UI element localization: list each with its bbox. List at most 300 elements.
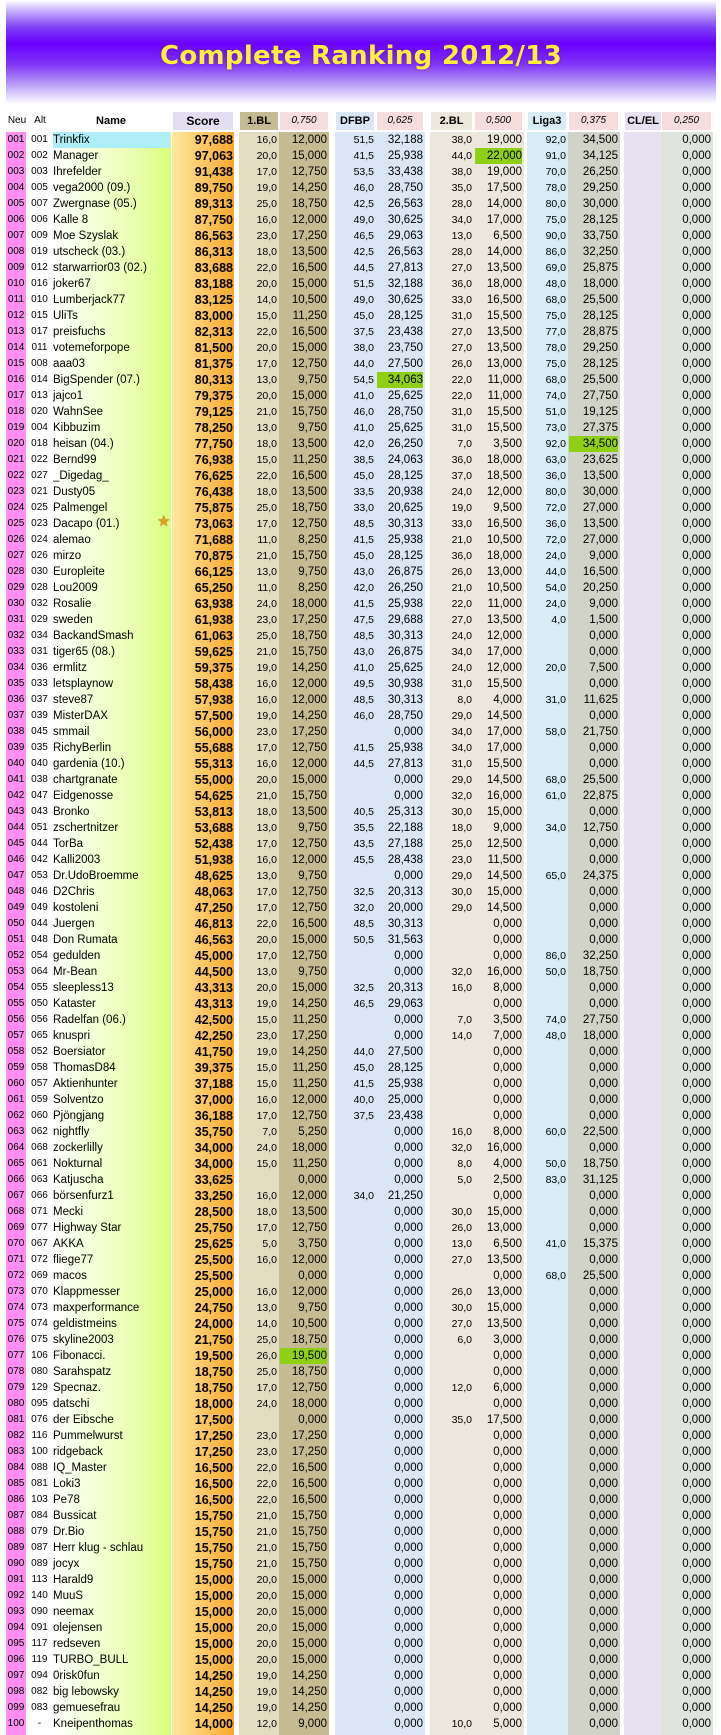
bl1-value-cell: 13,500 bbox=[291, 438, 327, 450]
liga3-points-cell: 73,0 bbox=[545, 422, 566, 434]
bl2-points-cell: 8,0 bbox=[457, 1158, 472, 1170]
bl2-value-cell: 15,500 bbox=[486, 678, 522, 690]
alt-cell: 044 bbox=[31, 838, 48, 849]
dfbp-value-cell: 0,000 bbox=[394, 1398, 423, 1410]
bl1-points-cell: 15,0 bbox=[256, 1078, 277, 1090]
liga3-value-cell: 25,500 bbox=[582, 774, 618, 786]
dfbp-value-cell: 0,000 bbox=[394, 1174, 423, 1186]
bl1-points-cell: 15,0 bbox=[256, 454, 277, 466]
clel-value-cell: 0,000 bbox=[682, 1334, 711, 1346]
bl1-points-cell: 16,0 bbox=[256, 134, 277, 146]
bl2-value-cell: 19,000 bbox=[486, 134, 522, 146]
bl1-points-cell: 7,0 bbox=[262, 1126, 277, 1138]
ranking-table bbox=[0, 132, 721, 1732]
alt-cell: 082 bbox=[31, 1686, 48, 1697]
score-cell: 83,000 bbox=[194, 309, 233, 323]
neu-cell: 070 bbox=[7, 1238, 25, 1249]
liga3-points-cell: 80,0 bbox=[545, 198, 566, 210]
dfbp-value-cell: 25,938 bbox=[387, 1078, 423, 1090]
liga3-points-cell bbox=[528, 1188, 566, 1204]
liga3-points-cell: 69,0 bbox=[545, 262, 566, 274]
neu-cell: 034 bbox=[7, 662, 25, 673]
neu-cell: 040 bbox=[7, 758, 25, 769]
score-cell: 25,000 bbox=[194, 1285, 233, 1299]
dfbp-points-cell bbox=[336, 1300, 374, 1316]
dfbp-value-cell: 0,000 bbox=[394, 790, 423, 802]
name-cell: neemax bbox=[53, 1606, 94, 1618]
bl1-value-cell: 9,750 bbox=[298, 822, 327, 834]
name-cell: joker67 bbox=[53, 278, 91, 290]
table-row bbox=[0, 1588, 721, 1604]
dfbp-points-cell: 35,5 bbox=[353, 822, 374, 834]
dfbp-points-cell: 43,0 bbox=[353, 646, 374, 658]
score-cell: 15,000 bbox=[194, 1653, 233, 1667]
bl2-value-cell: 14,500 bbox=[486, 710, 522, 722]
liga3-value-cell: 0,000 bbox=[589, 1622, 618, 1634]
clel-value-cell: 0,000 bbox=[682, 1206, 711, 1218]
bl2-value-cell: 3,500 bbox=[493, 1014, 522, 1026]
name-cell: Radelfan (06.) bbox=[53, 1014, 126, 1026]
liga3-value-cell: 32,250 bbox=[582, 246, 618, 258]
dfbp-value-cell: 0,000 bbox=[394, 1014, 423, 1026]
dfbp-value-cell: 0,000 bbox=[394, 1638, 423, 1650]
liga3-points-cell bbox=[528, 1524, 566, 1540]
bl1-value-cell: 11,250 bbox=[292, 310, 327, 322]
liga3-value-cell: 0,000 bbox=[589, 806, 618, 818]
alt-cell: 014 bbox=[31, 374, 48, 385]
bl2-points-cell: 24,0 bbox=[451, 662, 472, 674]
score-cell: 15,000 bbox=[194, 1573, 233, 1587]
name-cell: RichyBerlin bbox=[53, 742, 112, 754]
bl1-value-cell: 12,000 bbox=[291, 1190, 327, 1202]
score-cell: 15,750 bbox=[194, 1541, 233, 1555]
liga3-points-cell: 92,0 bbox=[545, 438, 566, 450]
alt-cell: 023 bbox=[31, 518, 48, 529]
bl2-points-cell bbox=[431, 1700, 472, 1716]
alt-cell: 069 bbox=[31, 1270, 48, 1281]
clel-value-cell: 0,000 bbox=[682, 1654, 711, 1666]
dfbp-points-cell: 40,0 bbox=[353, 1094, 374, 1106]
liga3-points-cell bbox=[528, 1540, 566, 1556]
dfbp-value-cell: 27,813 bbox=[387, 758, 423, 770]
bl1-value-cell: 14,250 bbox=[291, 1046, 327, 1058]
bl1-value-cell: 18,000 bbox=[291, 1398, 327, 1410]
table-row bbox=[0, 1524, 721, 1540]
bl2-points-cell bbox=[431, 1188, 472, 1204]
table-row bbox=[0, 852, 721, 868]
alt-cell: 028 bbox=[31, 582, 48, 593]
bl2-points-cell: 29,0 bbox=[451, 870, 472, 882]
clel-value-cell: 0,000 bbox=[682, 742, 711, 754]
liga3-value-cell: 0,000 bbox=[589, 1686, 618, 1698]
bl1-points-cell: 23,0 bbox=[256, 614, 277, 626]
bl1-value-cell: 14,250 bbox=[291, 998, 327, 1010]
liga3-value-cell: 13,500 bbox=[582, 518, 618, 530]
liga3-value-cell: 25,500 bbox=[582, 294, 618, 306]
dfbp-points-cell: 37,5 bbox=[353, 326, 374, 338]
bl2-value-cell: 14,000 bbox=[486, 246, 522, 258]
dfbp-value-cell: 0,000 bbox=[394, 1654, 423, 1666]
name-cell: Ihrefelder bbox=[53, 166, 102, 178]
dfbp-points-cell bbox=[336, 1268, 374, 1284]
dfbp-points-cell: 42,5 bbox=[353, 198, 374, 210]
liga3-value-cell: 0,000 bbox=[589, 1670, 618, 1682]
liga3-value-cell: 27,375 bbox=[582, 422, 618, 434]
name-cell: votemeforpope bbox=[53, 342, 130, 354]
score-cell: 43,313 bbox=[194, 981, 233, 995]
table-row bbox=[0, 724, 721, 740]
neu-cell: 061 bbox=[7, 1094, 25, 1105]
bl2-value-cell: 13,500 bbox=[486, 614, 522, 626]
clel-value-cell: 0,000 bbox=[682, 694, 711, 706]
dfbp-points-cell: 45,0 bbox=[353, 550, 374, 562]
table-row bbox=[0, 356, 721, 372]
liga3-value-cell: 0,000 bbox=[589, 1062, 618, 1074]
name-cell: Pe78 bbox=[53, 1494, 80, 1506]
bl2-value-cell: 17,000 bbox=[486, 726, 522, 738]
alt-cell: 046 bbox=[31, 886, 48, 897]
liga3-value-cell: 28,125 bbox=[582, 358, 618, 370]
bl1-points-cell: 18,0 bbox=[256, 486, 277, 498]
liga3-value-cell: 9,000 bbox=[589, 550, 618, 562]
bl1-value-cell: 15,000 bbox=[291, 342, 327, 354]
alt-cell: 076 bbox=[31, 1414, 48, 1425]
bl2-value-cell: 18,500 bbox=[486, 470, 522, 482]
score-cell: 16,500 bbox=[194, 1493, 233, 1507]
liga3-points-cell bbox=[528, 740, 566, 756]
dfbp-value-cell: 0,000 bbox=[394, 1622, 423, 1634]
liga3-points-cell bbox=[528, 1412, 566, 1428]
clel-value-cell: 0,000 bbox=[682, 1462, 711, 1474]
table-row bbox=[0, 596, 721, 612]
neu-cell: 059 bbox=[7, 1062, 25, 1073]
dfbp-points-cell bbox=[336, 1476, 374, 1492]
alt-cell: 018 bbox=[31, 438, 48, 449]
neu-cell: 044 bbox=[7, 822, 25, 833]
neu-cell: 008 bbox=[7, 246, 25, 257]
alt-cell: 119 bbox=[31, 1654, 48, 1665]
bl2-value-cell: 0,000 bbox=[493, 1590, 522, 1602]
bl1-points-cell: 17,0 bbox=[256, 742, 277, 754]
bl1-points-cell: 20,0 bbox=[256, 1622, 277, 1634]
liga3-value-cell: 0,000 bbox=[589, 1542, 618, 1554]
table-row bbox=[0, 996, 721, 1012]
dfbp-value-cell: 28,125 bbox=[387, 1062, 423, 1074]
neu-cell: 052 bbox=[7, 950, 25, 961]
clel-value-cell: 0,000 bbox=[682, 1254, 711, 1266]
liga3-points-cell: 68,0 bbox=[545, 1270, 566, 1282]
liga3-points-cell bbox=[528, 996, 566, 1012]
name-cell: Mecki bbox=[53, 1206, 84, 1218]
score-cell: 34,000 bbox=[194, 1141, 233, 1155]
table-row bbox=[0, 1060, 721, 1076]
liga3-value-cell: 22,875 bbox=[582, 790, 618, 802]
neu-cell: 017 bbox=[7, 390, 25, 401]
bl2-value-cell: 13,500 bbox=[486, 1318, 522, 1330]
bl2-points-cell: 31,0 bbox=[451, 406, 472, 418]
liga3-value-cell: 0,000 bbox=[589, 710, 618, 722]
table-row bbox=[0, 1220, 721, 1236]
dfbp-points-cell: 47,5 bbox=[353, 614, 374, 626]
alt-cell: 012 bbox=[31, 262, 48, 273]
neu-cell: 026 bbox=[7, 534, 25, 545]
liga3-points-cell: 44,0 bbox=[545, 566, 566, 578]
dfbp-points-cell: 46,5 bbox=[353, 998, 374, 1010]
table-row bbox=[0, 276, 721, 292]
dfbp-points-cell: 41,5 bbox=[353, 534, 374, 546]
table-row bbox=[0, 1332, 721, 1348]
neu-cell: 064 bbox=[7, 1142, 25, 1153]
name-cell: Trinkfix bbox=[53, 132, 170, 148]
bl2-points-cell bbox=[431, 1604, 472, 1620]
dfbp-points-cell: 37,5 bbox=[353, 1110, 374, 1122]
liga3-value-cell: 0,000 bbox=[589, 1046, 618, 1058]
dfbp-value-cell: 0,000 bbox=[394, 774, 423, 786]
bl2-value-cell: 0,000 bbox=[493, 1270, 522, 1282]
name-cell: smmail bbox=[53, 726, 90, 738]
dfbp-points-cell bbox=[336, 1540, 374, 1556]
table-row bbox=[0, 164, 721, 180]
dfbp-value-cell: 28,125 bbox=[387, 550, 423, 562]
bl2-points-cell: 31,0 bbox=[451, 422, 472, 434]
clel-value-cell: 0,000 bbox=[682, 1526, 711, 1538]
bl2-points-cell: 31,0 bbox=[451, 310, 472, 322]
score-cell: 57,938 bbox=[194, 693, 233, 707]
bl1-value-cell: 13,500 bbox=[291, 246, 327, 258]
score-cell: 46,563 bbox=[194, 933, 233, 947]
bl2-value-cell: 15,500 bbox=[486, 422, 522, 434]
liga3-points-cell bbox=[528, 884, 566, 900]
header-name: Name bbox=[96, 115, 126, 127]
bl1-points-cell: 24,0 bbox=[256, 1142, 277, 1154]
score-cell: 16,500 bbox=[194, 1477, 233, 1491]
header-bl1: 1.BL bbox=[240, 112, 278, 130]
alt-cell: 045 bbox=[31, 726, 48, 737]
alt-cell: 080 bbox=[31, 1366, 48, 1377]
bl1-value-cell: 13,500 bbox=[291, 1206, 327, 1218]
table-row bbox=[0, 1444, 721, 1460]
dfbp-value-cell: 24,063 bbox=[387, 454, 423, 466]
bl2-points-cell bbox=[431, 996, 472, 1012]
name-cell: alemao bbox=[53, 534, 91, 546]
liga3-points-cell bbox=[528, 1060, 566, 1076]
bl2-value-cell: 0,000 bbox=[493, 934, 522, 946]
liga3-value-cell: 0,000 bbox=[589, 1286, 618, 1298]
bl2-points-cell: 31,0 bbox=[451, 758, 472, 770]
score-cell: 15,000 bbox=[194, 1589, 233, 1603]
neu-cell: 066 bbox=[7, 1174, 25, 1185]
table-row bbox=[0, 340, 721, 356]
alt-cell: 075 bbox=[31, 1334, 48, 1345]
dfbp-points-cell bbox=[336, 1140, 374, 1156]
alt-cell: 003 bbox=[31, 166, 48, 177]
bl1-points-cell: 16,0 bbox=[256, 854, 277, 866]
bl2-value-cell: 14,000 bbox=[486, 198, 522, 210]
bl2-points-cell: 27,0 bbox=[451, 342, 472, 354]
table-row bbox=[0, 532, 721, 548]
table-row bbox=[0, 836, 721, 852]
bl1-points-cell: 14,0 bbox=[256, 294, 277, 306]
neu-cell: 091 bbox=[7, 1574, 25, 1585]
table-row bbox=[0, 564, 721, 580]
liga3-value-cell: 0,000 bbox=[589, 1574, 618, 1586]
bl2-value-cell: 15,000 bbox=[486, 1302, 522, 1314]
bl1-value-cell: 9,750 bbox=[298, 870, 327, 882]
liga3-points-cell: 74,0 bbox=[545, 390, 566, 402]
alt-cell: 015 bbox=[31, 310, 48, 321]
liga3-points-cell: 54,0 bbox=[545, 582, 566, 594]
name-cell: knuspri bbox=[53, 1030, 91, 1042]
dfbp-points-cell bbox=[336, 1380, 374, 1396]
table-row bbox=[0, 676, 721, 692]
bl1-value-cell: 15,000 bbox=[291, 1606, 327, 1618]
dfbp-value-cell: 28,125 bbox=[387, 470, 423, 482]
bl1-value-cell: 18,000 bbox=[291, 1142, 327, 1154]
dfbp-value-cell: 30,313 bbox=[387, 518, 423, 530]
bl2-points-cell: 21,0 bbox=[451, 582, 472, 594]
bl2-value-cell: 16,500 bbox=[486, 518, 522, 530]
liga3-value-cell: 22,500 bbox=[582, 1126, 618, 1138]
dfbp-points-cell bbox=[336, 868, 374, 884]
bl1-points-cell: 17,0 bbox=[256, 902, 277, 914]
bl2-points-cell: 34,0 bbox=[451, 214, 472, 226]
bl2-points-cell: 36,0 bbox=[451, 550, 472, 562]
bl1-points-cell: 20,0 bbox=[256, 278, 277, 290]
bl2-value-cell: 3,000 bbox=[493, 1334, 522, 1346]
liga3-points-cell bbox=[528, 1460, 566, 1476]
table-row bbox=[0, 1108, 721, 1124]
bl2-points-cell: 23,0 bbox=[451, 854, 472, 866]
bl2-points-cell bbox=[431, 1588, 472, 1604]
liga3-value-cell: 25,500 bbox=[582, 1270, 618, 1282]
score-cell: 15,750 bbox=[194, 1509, 233, 1523]
score-cell: 59,375 bbox=[194, 661, 233, 675]
neu-cell: 011 bbox=[8, 294, 24, 305]
bl1-value-cell: 17,250 bbox=[291, 726, 327, 738]
bl2-points-cell: 13,0 bbox=[451, 230, 472, 242]
bl2-points-cell: 27,0 bbox=[451, 262, 472, 274]
bl1-value-cell: 0,000 bbox=[298, 1414, 327, 1426]
liga3-value-cell: 20,250 bbox=[582, 582, 618, 594]
neu-cell: 019 bbox=[7, 422, 25, 433]
bl2-value-cell: 0,000 bbox=[493, 1526, 522, 1538]
alt-cell: 033 bbox=[31, 678, 48, 689]
bl2-value-cell: 13,500 bbox=[486, 262, 522, 274]
bl1-points-cell: 21,0 bbox=[256, 1542, 277, 1554]
bl1-points-cell: 21,0 bbox=[256, 1510, 277, 1522]
bl2-value-cell: 0,000 bbox=[493, 1670, 522, 1682]
name-cell: Mr-Bean bbox=[53, 966, 98, 978]
bl2-value-cell: 16,500 bbox=[486, 294, 522, 306]
alt-cell: 083 bbox=[31, 1702, 48, 1713]
table-row bbox=[0, 948, 721, 964]
alt-cell: 030 bbox=[31, 566, 48, 577]
alt-cell: 081 bbox=[31, 1478, 48, 1489]
bl1-value-cell: 10,500 bbox=[291, 294, 327, 306]
dfbp-points-cell: 44,0 bbox=[353, 358, 374, 370]
table-row bbox=[0, 788, 721, 804]
bl1-points-cell: 17,0 bbox=[256, 1382, 277, 1394]
name-cell: Solventzo bbox=[53, 1094, 104, 1106]
dfbp-points-cell: 44,5 bbox=[353, 758, 374, 770]
dfbp-value-cell: 30,313 bbox=[387, 630, 423, 642]
dfbp-value-cell: 22,188 bbox=[387, 822, 423, 834]
dfbp-value-cell: 20,625 bbox=[387, 502, 423, 514]
name-cell: fliege77 bbox=[53, 1254, 94, 1266]
liga3-value-cell: 26,250 bbox=[582, 166, 618, 178]
dfbp-points-cell: 41,0 bbox=[353, 422, 374, 434]
bl1-points-cell: 13,0 bbox=[256, 374, 277, 386]
alt-cell: 055 bbox=[31, 982, 48, 993]
score-cell: 76,438 bbox=[194, 485, 233, 499]
liga3-value-cell: 0,000 bbox=[589, 1110, 618, 1122]
bl2-points-cell bbox=[431, 1556, 472, 1572]
dfbp-value-cell: 0,000 bbox=[394, 1030, 423, 1042]
liga3-points-cell bbox=[528, 1604, 566, 1620]
alt-cell: 065 bbox=[31, 1030, 48, 1041]
liga3-value-cell: 34,500 bbox=[582, 134, 618, 146]
liga3-points-cell bbox=[528, 756, 566, 772]
bl1-points-cell: 17,0 bbox=[256, 166, 277, 178]
bl1-value-cell: 15,750 bbox=[291, 1510, 327, 1522]
bl2-value-cell: 8,000 bbox=[493, 982, 522, 994]
liga3-value-cell: 18,000 bbox=[582, 278, 618, 290]
dfbp-points-cell bbox=[336, 1252, 374, 1268]
score-cell: 17,250 bbox=[194, 1445, 233, 1459]
bl1-points-cell: 25,0 bbox=[256, 630, 277, 642]
name-cell: der Eibsche bbox=[53, 1414, 114, 1426]
liga3-value-cell: 28,125 bbox=[582, 214, 618, 226]
bl2-points-cell bbox=[431, 1572, 472, 1588]
bl2-points-cell: 37,0 bbox=[451, 470, 472, 482]
clel-value-cell: 0,000 bbox=[682, 1398, 711, 1410]
table-row bbox=[0, 964, 721, 980]
score-cell: 33,250 bbox=[194, 1189, 233, 1203]
bl1-value-cell: 12,750 bbox=[291, 950, 327, 962]
neu-cell: 012 bbox=[7, 310, 25, 321]
bl1-points-cell: 20,0 bbox=[256, 1590, 277, 1602]
bl2-value-cell: 13,000 bbox=[486, 1286, 522, 1298]
dfbp-points-cell bbox=[336, 1316, 374, 1332]
name-cell: Moe Szyslak bbox=[53, 230, 119, 242]
dfbp-value-cell: 0,000 bbox=[394, 1446, 423, 1458]
bl1-value-cell: 18,750 bbox=[291, 1366, 327, 1378]
bl1-value-cell: 12,750 bbox=[291, 518, 327, 530]
dfbp-value-cell: 0,000 bbox=[394, 1702, 423, 1714]
bl1-points-cell: 26,0 bbox=[256, 1350, 277, 1362]
neu-cell: 045 bbox=[7, 838, 25, 849]
table-row bbox=[0, 1124, 721, 1140]
name-cell: D2Chris bbox=[53, 886, 95, 898]
bl1-points-cell: 15,0 bbox=[256, 1158, 277, 1170]
dfbp-points-cell bbox=[336, 772, 374, 788]
bl1-points-cell: 21,0 bbox=[256, 1558, 277, 1570]
clel-value-cell: 0,000 bbox=[682, 246, 711, 258]
dfbp-points-cell: 46,0 bbox=[353, 182, 374, 194]
dfbp-points-cell bbox=[336, 1284, 374, 1300]
liga3-value-cell: 0,000 bbox=[589, 1398, 618, 1410]
neu-cell: 072 bbox=[7, 1270, 25, 1281]
neu-cell: 095 bbox=[7, 1638, 25, 1649]
bl1-value-cell: 12,000 bbox=[291, 214, 327, 226]
dfbp-points-cell bbox=[336, 1332, 374, 1348]
header-dfbp: DFBP bbox=[336, 112, 374, 130]
table-row bbox=[0, 804, 721, 820]
name-cell: MisterDAX bbox=[53, 710, 108, 722]
bl2-points-cell: 24,0 bbox=[451, 630, 472, 642]
score-cell: 21,750 bbox=[194, 1333, 233, 1347]
clel-value-cell: 0,000 bbox=[682, 1670, 711, 1682]
